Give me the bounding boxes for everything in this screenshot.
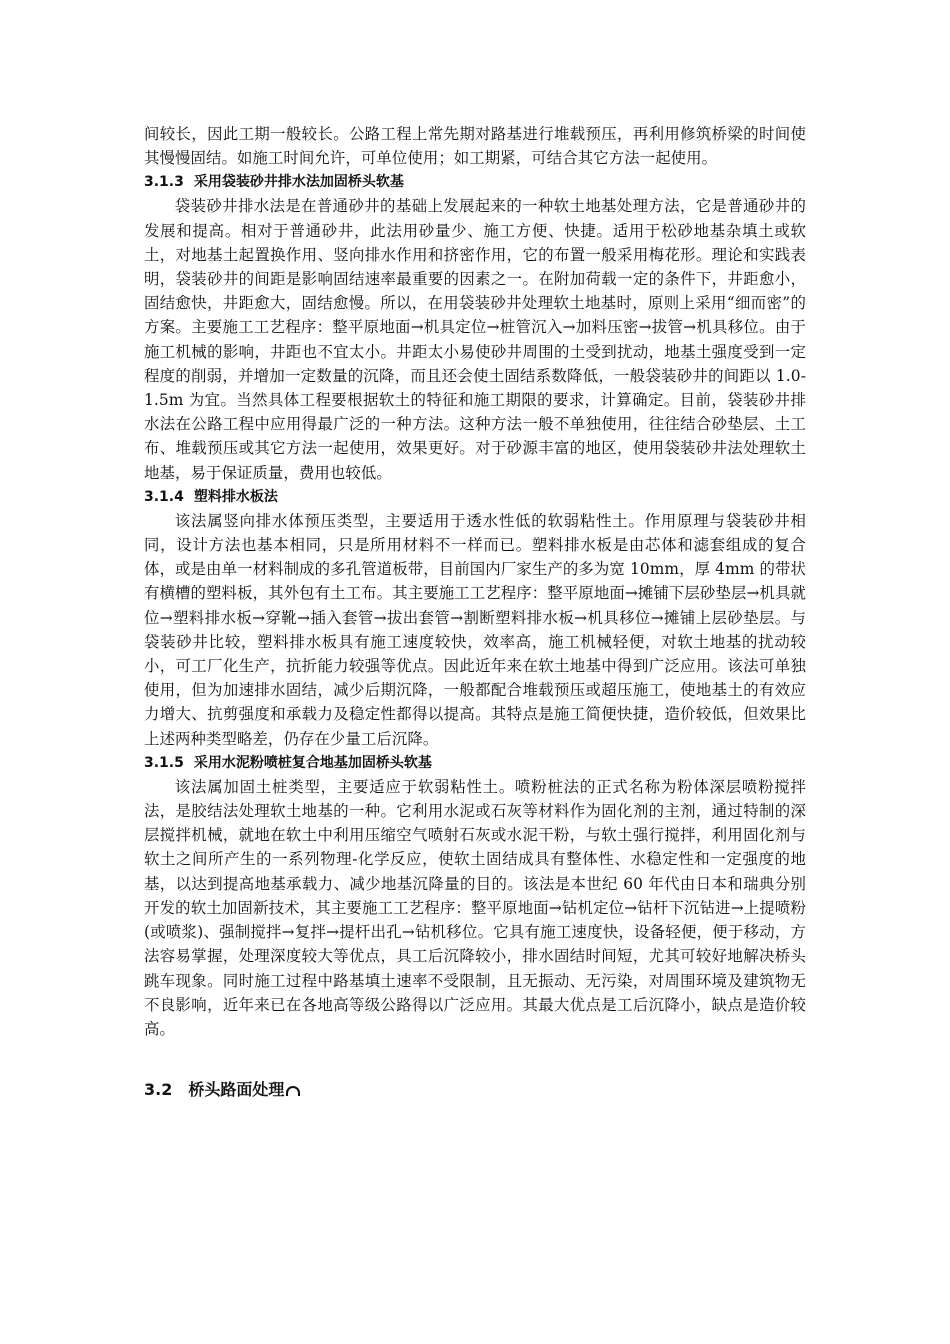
section-number: 3.1.5 (144, 754, 184, 771)
section-body-3-1-5: 该法属加固土桩类型，主要适应于软弱粘性土。喷粉桩法的正式名称为粉体深层喷粉搅拌法，是胶结法处理软土地基的一种。它利用水泥或石灰等材料作为固化剂的主剂，通过特制的深层搅拌机械，就地在软土中利用压缩空气喷射石灰或水泥干粉，与软土强行搅拌，利用固化剂与软土之间所产生的一系列物理-化学反应，使软土固结成具有整体性、水稳定性和一定强度的地基，以达到提高地基承载力、减少地基沉降量的目的。该法是本世纪 60 年代由日本和瑞典分别开发的软土加固新技术，其主要施工工艺程序：整平原地面→钻机定位→钻杆下沉钻进→上提喷粉(或喷浆)、强制搅拌→复拌→提杆出孔→钻机移位。它具有施工速度快，设备轻便，便于移动，方法容易掌握，处理深度较大等优点，具工后沉降较小，排水固结时间短，尤其可较好地解决桥头跳车现象。同时施工过程中路基填土速率不受限制，且无振动、无污染，对周围环境及建筑物无不良影响，近年来已在各地高等级公路得以广泛应用。其最大优点是工后沉降小，缺点是造价较高。 (144, 777, 806, 1038)
section-heading-3-1-4 (144, 485, 806, 509)
paragraph-mark-icon (286, 1086, 300, 1096)
section-title: 采用水泥粉喷桩复合地基加固桥头软基 (193, 754, 432, 771)
chapter-number: 3.2 (144, 1080, 173, 1100)
document-body (144, 122, 806, 1105)
chapter-title: 桥头路面处理 (188, 1080, 285, 1100)
section-heading-3-1-3 (144, 170, 806, 194)
section-heading-3-1-5 (144, 751, 806, 775)
section-body-3-1-3: 袋装砂井排水法是在普通砂井的基础上发展起来的一种软土地基处理方法，它是普通砂井的发展和提高。相对于普通砂井，此法用砂量少、施工方便、快捷。适用于松砂地基杂填土或软土，对地基土起置换作用、竖向排水作用和挤密作用，它的布置一般采用梅花形。理论和实践表明，袋装砂井的间距是影响固结速率最重要的因素之一。在附加荷载一定的条件下，井距愈小，固结愈快，井距愈大，固结愈慢。所以，在用袋装砂井处理软土地基时，原则上采用“细而密”的方案。主要施工工艺程序：整平原地面→机具定位→桩管沉入→加料压密→拔管→机具移位。由于施工机械的影响，井距也不宜太小。井距太小易使砂井周围的土受到扰动，地基土强度受到一定程度的削弱，并增加一定数量的沉降，而且还会使土固结系数降低，一般袋装砂井的间距以 1.0-1.5m 为宜。当然具体工程要根据软土的特征和施工期限的要求，计算确定。目前，袋装砂井排水法在公路工程中应用得最广泛的一种方法。这种方法一般不单独使用，往往结合砂垫层、土工布、堆载预压或其它方法一起使用，效果更好。对于砂源丰富的地区，使用袋装砂井法处理软土地基，易于保证质量，费用也较低。 (144, 197, 806, 482)
intro-paragraph: 间较长，因此工期一般较长。公路工程上常先期对路基进行堆载预压，再利用修筑桥梁的时间使其慢慢固结。如施工时间允许，可单位使用；如工期紧，可结合其它方法一起使用。 (144, 125, 806, 168)
section-number: 3.1.3 (144, 174, 184, 191)
section-title: 采用袋装砂井排水法加固桥头软基 (193, 174, 404, 191)
section-number: 3.1.4 (144, 488, 184, 505)
section-body-3-1-4: 该法属竖向排水体预压类型，主要适用于透水性低的软弱粘性土。作用原理与袋装砂井相同，设计方法也基本相同，只是所用材料不一样而已。塑料排水板是由芯体和滤套组成的复合体，或是由单一材料制成的多孔管道板带，目前国内厂家生产的多为宽 10mm，厚 4mm 的带状有横槽的塑料板，其外包有土工布。其主要施工工艺程序：整平原地面→摊铺下层砂垫层→机具就位→塑料排水板→穿靴→插入套管→拔出套管→割断塑料排水板→机具移位→摊铺上层砂垫层。与袋装砂井比较，塑料排水板具有施工速度较快，效率高，施工机械轻便，对软土地基的扰动较小，可工厂化生产，抗折能力较强等优点。因此近年来在软土地基中得到广泛应用。该法可单独使用，但为加速排水固结，减少后期沉降，一般都配合堆载预压或超压施工，使地基土的有效应力增大、抗剪强度和承载力及稳定性都得以提高。其特点是施工简便快捷，造价较低，但效果比上述两种类型略差，仍存在少量工后沉降。 (144, 511, 806, 748)
chapter-heading-3-2 (144, 1075, 806, 1105)
section-title: 塑料排水板法 (193, 488, 278, 505)
